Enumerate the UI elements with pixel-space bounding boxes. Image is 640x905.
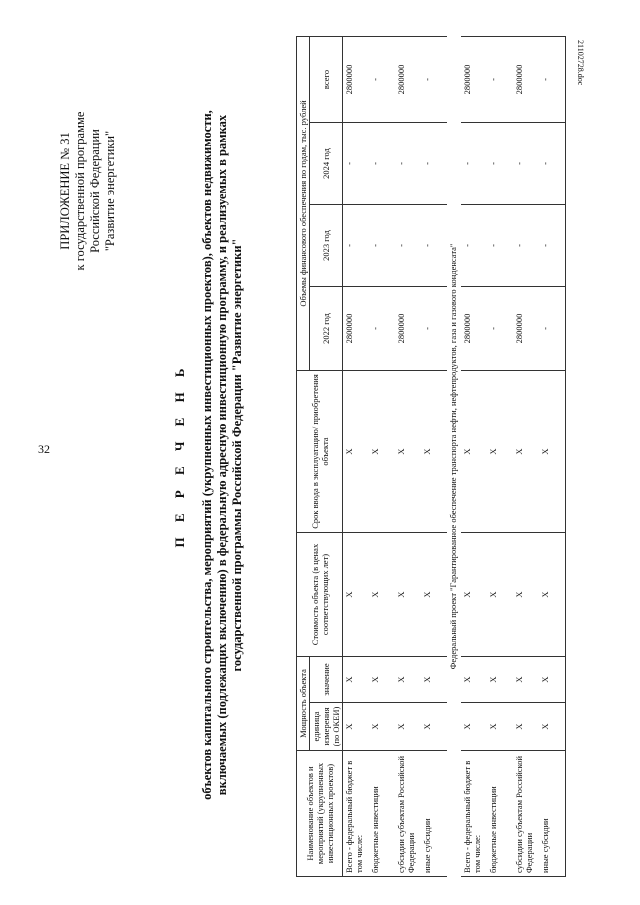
cell-deadline: X (421, 371, 447, 533)
cell-unit: X (513, 703, 539, 751)
cell-deadline: X (539, 371, 566, 533)
header-unit: единица измерения (по ОКЕИ) (310, 703, 343, 751)
title-line-1: объектов капитального строительства, мероприятий (укрупненных инвестиционных проектов), объектов недвижимости, (200, 110, 214, 800)
cell-year-2024: - (369, 123, 395, 205)
cell-year-2023: - (343, 205, 370, 287)
cell-year-2023: - (369, 205, 395, 287)
cell-unit: X (421, 703, 447, 751)
table-row (421, 36, 447, 876)
cell-unit: X (395, 703, 421, 751)
cell-name: Всего - федеральный бюджет в том числе: (343, 751, 370, 877)
table-row (513, 36, 539, 876)
title-line-3: государственной программы Российской Федерации "Развитие энергетики" (230, 238, 244, 672)
document-file-code: 21102728.doc (576, 40, 585, 86)
table-row (369, 36, 395, 876)
cell-value: X (343, 657, 370, 703)
table-row (343, 36, 370, 876)
cell-year-2023: - (513, 205, 539, 287)
cell-name: субсидии субъектам Российской Федерации (395, 751, 421, 877)
cell-year-2023: - (421, 205, 447, 287)
section-row (447, 36, 461, 876)
federal-project-title: Федеральный проект "Гарантированное обеспечение транспорта нефти, нефтепродуктов, газа и газового конденсата" (448, 243, 458, 670)
table-row (539, 36, 566, 876)
header-name: Наименование объектов и мероприятий (укрупненных инвестиционных проектов) (297, 751, 343, 877)
cell-cost: X (513, 533, 539, 657)
cell-cost: X (395, 533, 421, 657)
cell-deadline: X (395, 371, 421, 533)
table-row (487, 36, 513, 876)
cell-total: - (487, 36, 513, 122)
cell-year-2023: - (487, 205, 513, 287)
cell-year-2022: - (487, 287, 513, 371)
cell-value: X (421, 657, 447, 703)
cell-year-2024: - (513, 123, 539, 205)
header-capacity: Мощность объекта (297, 657, 310, 751)
cell-year-2024: - (421, 123, 447, 205)
cell-value: X (487, 657, 513, 703)
cell-value: X (395, 657, 421, 703)
cell-deadline: X (343, 371, 370, 533)
header-2022: 2022 год (310, 287, 343, 371)
cell-unit: X (343, 703, 370, 751)
cell-year-2024: - (343, 123, 370, 205)
cell-year-2024: - (395, 123, 421, 205)
cell-unit: X (487, 703, 513, 751)
title-perechen: П Е Р Е Ч Е Н Ь (172, 362, 187, 548)
cell-year-2022: - (539, 287, 566, 371)
cell-value: X (539, 657, 566, 703)
title-line-2: включаемых (подлежащих включению) в федеральную адресную инвестиционную программу, и реализуемых в рамках (215, 114, 229, 796)
header-2023: 2023 год (310, 205, 343, 287)
cell-unit: X (539, 703, 566, 751)
appendix-reference: к государственной программе (73, 111, 87, 271)
header-2024: 2024 год (310, 123, 343, 205)
cell-name: бюджетные инвестиции (487, 751, 513, 877)
cell-cost: X (461, 533, 487, 657)
cell-deadline: X (461, 371, 487, 533)
cell-year-2022: 2800000 (513, 287, 539, 371)
cell-value: X (513, 657, 539, 703)
cell-name: бюджетные инвестиции (369, 751, 395, 877)
cell-value: X (461, 657, 487, 703)
cell-deadline: X (487, 371, 513, 533)
document-title (172, 75, 245, 835)
cell-name: субсидии субъектам Российской Федерации (513, 751, 539, 877)
cell-total: 2800000 (513, 36, 539, 122)
cell-year-2022: - (369, 287, 395, 371)
table-row (395, 36, 421, 876)
cell-deadline: X (513, 371, 539, 533)
cell-name: иные субсидии (421, 751, 447, 877)
cell-year-2022: 2800000 (343, 287, 370, 371)
cell-total: 2800000 (461, 36, 487, 122)
cell-total: - (539, 36, 566, 122)
cell-unit: X (461, 703, 487, 751)
cell-year-2023: - (461, 205, 487, 287)
cell-year-2024: - (461, 123, 487, 205)
cell-cost: X (343, 533, 370, 657)
cell-name: Всего - федеральный бюджет в том числе: (461, 751, 487, 877)
cell-unit: X (369, 703, 395, 751)
cell-year-2022: 2800000 (461, 287, 487, 371)
header-deadline: Срок ввода в эксплуатацию/ приобретения объекта (297, 371, 343, 533)
appendix-number: ПРИЛОЖЕНИЕ № 31 (58, 132, 72, 250)
cell-deadline: X (369, 371, 395, 533)
page-number: 32 (38, 442, 50, 456)
rotated-landscape-content (54, 25, 600, 885)
cell-name: иные субсидии (539, 751, 566, 877)
cell-year-2023: - (395, 205, 421, 287)
table-body (343, 36, 566, 876)
cell-year-2024: - (487, 123, 513, 205)
cell-cost: X (369, 533, 395, 657)
cell-cost: X (421, 533, 447, 657)
header-cost: Стоимость объекта (в ценах соответствующих лет) (297, 533, 343, 657)
cell-value: X (369, 657, 395, 703)
cell-year-2022: 2800000 (395, 287, 421, 371)
header-value: значение (310, 657, 343, 703)
cell-year-2023: - (539, 205, 566, 287)
appendix-block (58, 41, 118, 341)
cell-total: - (369, 36, 395, 122)
cell-year-2022: - (421, 287, 447, 371)
cell-total: - (421, 36, 447, 122)
investment-table (296, 36, 566, 877)
header-funding: Объемы финансового обеспечения по годам, тыс. рублей (297, 36, 310, 370)
appendix-program-name: "Развитие энергетики" (103, 130, 117, 252)
cell-total: 2800000 (395, 36, 421, 122)
header-total: всего (310, 36, 343, 122)
cell-total: 2800000 (343, 36, 370, 122)
appendix-country: Российской Федерации (88, 129, 102, 253)
cell-cost: X (539, 533, 566, 657)
cell-cost: X (487, 533, 513, 657)
table-row (461, 36, 487, 876)
cell-year-2024: - (539, 123, 566, 205)
